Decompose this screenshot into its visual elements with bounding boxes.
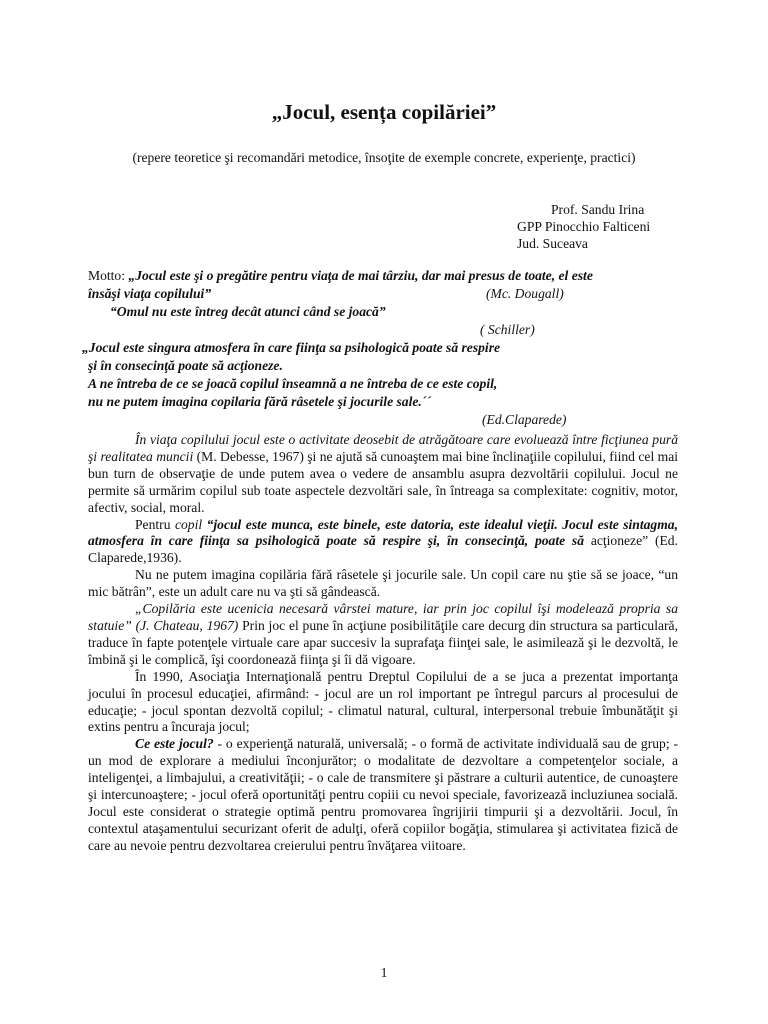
motto-quote-1-line-1: „Jocul este şi o pregătire pentru viaţa de mai târziu, dar mai presus de toate, el este	[128, 268, 593, 283]
motto-line-8	[88, 393, 680, 411]
motto-quote-3-line-1: „Jocul este singura atmosfera în care fiinţa sa psihologică poate să respire	[82, 340, 501, 355]
motto-quote-2-author: ( Schiller)	[480, 322, 535, 337]
paragraph-2-italic-2: acţioneze	[590, 533, 643, 549]
paragraph-4-rest: Prin joc el pune în acţiune posibilităţile care decurg din structura sa particulară, traduce în fapte potenţele virtuale care apar succesiv la suprafaţa fiinţei sale, le asimilează şi le dezvoltă, le îmbină şi le complică, îşi coordonează fiinţa şi îi dă vigoare.	[88, 617, 678, 667]
motto-quote-3-line-4: nu ne putem imagina copilaria fără râsetele şi jocurile sale.´´	[88, 394, 431, 409]
motto-line-3	[88, 303, 680, 321]
paragraph-6-rest: - o experienţă naturală, universală; - o formă de activitate individuală sau de grup; - un mod de explorare a mediului înconjurător; o modalitate de dezvoltare a competenţelor sociale, a inteligenţei, a limbajului, a creativităţii; - o cale de transmitere şi păstrare a culturii autentice, de cunoaştere şi intercunoaştere; - jocul oferă oportunităţi pentru copiii cu nevoi speciale, favorizează incluziunea socială. Jocul este considerat o strategie optimă pentru promovarea îngrijirii timpurii şi a dezvoltării. Jocul, în contextul ataşamentului securizant oferit de adulţi, oferă copiilor bogăţia, stimularea şi activitatea fizică de care au nevoie pentru dezvoltarea creierului pentru învăţarea viitoare.	[88, 736, 678, 853]
document-subtitle: (repere teoretice şi recomandări metodice, însoţite de exemple concrete, experienţe, practici)	[132, 150, 636, 165]
motto-line-1	[88, 267, 680, 285]
document-title: „Jocul, esența copilăriei”	[271, 100, 497, 124]
page-number: 1	[380, 965, 388, 980]
body-text	[88, 432, 678, 855]
paragraph-3: Nu ne putem imagina copilăria fără râsetele şi jocurile sale. Un copil care nu ştie să se joace, “un mic bătrân”, este un adult care nu va şti să gândească.	[88, 567, 678, 600]
paragraph-2	[88, 517, 678, 568]
motto-line-9	[88, 411, 680, 429]
motto-line-7	[88, 375, 680, 393]
paragraph-2-start: Pentru	[135, 516, 175, 532]
paragraph-4	[88, 601, 678, 669]
paragraph-1	[88, 432, 678, 517]
motto-quote-1-line-2: însăşi viaţa copilului”	[88, 286, 212, 301]
motto-label: Motto:	[88, 268, 126, 283]
motto-line-6	[88, 357, 680, 375]
motto-block	[82, 267, 680, 429]
motto-quote-1-author: (Mc. Dougall)	[486, 286, 564, 301]
paragraph-6-bold: Ce este jocul?	[135, 736, 214, 752]
paragraph-1-italic: În viaţa copilului jocul este o activitate deosebit de atrăgătoare care evoluează între ficţiunea pură şi realitatea muncii	[88, 432, 678, 464]
paragraph-2-bold-quote: “jocul este munca, este binele, este datoria, este idealul vieţii. Jocul este sintagma, atmosfera în care fiinţa sa psihologică poate să respire şi, în consecinţă, poate să	[88, 516, 678, 549]
motto-quote-3-author: (Ed.Claparede)	[482, 412, 567, 427]
paragraph-5: În 1990, Asociaţia Internaţională pentru Dreptul Copilului de a se juca a prezentat importanţa jocului în procesul educaţiei, afirmând: - jocul are un rol important pe întregul parcurs al procesului de educaţie; - jocul spontan dezvoltă copilul; - climatul natural, cultural, interpersonal trebuie îmbunătăţit şi extins pentru a încuraja jocul;	[88, 668, 678, 735]
author-block	[517, 201, 650, 252]
paragraph-1-rest: (M. Debesse, 1967) şi ne ajută să cunoaştem mai bine înclinaţiile copilului, fiind cel mai bun turn de observaţie de unde putem avea o vedere de ansamblu asupra dezvoltării copilului. Jocul ne permite să urmărim copilul sub toate aspectele dezvoltări sale, în întreaga sa complexitate: cognitiv, motor, afectiv, social, moral.	[88, 448, 679, 515]
motto-quote-3-line-2: şi în consecinţă poate să acţioneze.	[88, 358, 283, 373]
motto-quote-3-line-3: A ne întreba de ce se joacă copilul înseamnă a ne întreba de ce este copil,	[88, 376, 498, 391]
paragraph-4-italic: „Copilăria este ucenicia necesară vârstei mature, iar prin joc copilul îşi modelează propria sa statuie” (J. Chateau, 1967)	[88, 601, 678, 633]
paragraph-2-end: ” (Ed. Claparede,1936).	[88, 533, 678, 566]
motto-line-2	[88, 285, 680, 303]
author-name: Prof. Sandu Irina	[551, 202, 645, 217]
motto-line-4	[88, 321, 680, 339]
motto-quote-2: “Omul nu este întreg decât atunci când se joacă”	[110, 304, 386, 319]
author-county: Jud. Suceava	[517, 236, 588, 251]
paragraph-6	[88, 736, 678, 854]
author-school: GPP Pinocchio Falticeni	[517, 219, 651, 234]
paragraph-2-italic: copil	[174, 516, 203, 532]
motto-line-5	[82, 339, 680, 357]
